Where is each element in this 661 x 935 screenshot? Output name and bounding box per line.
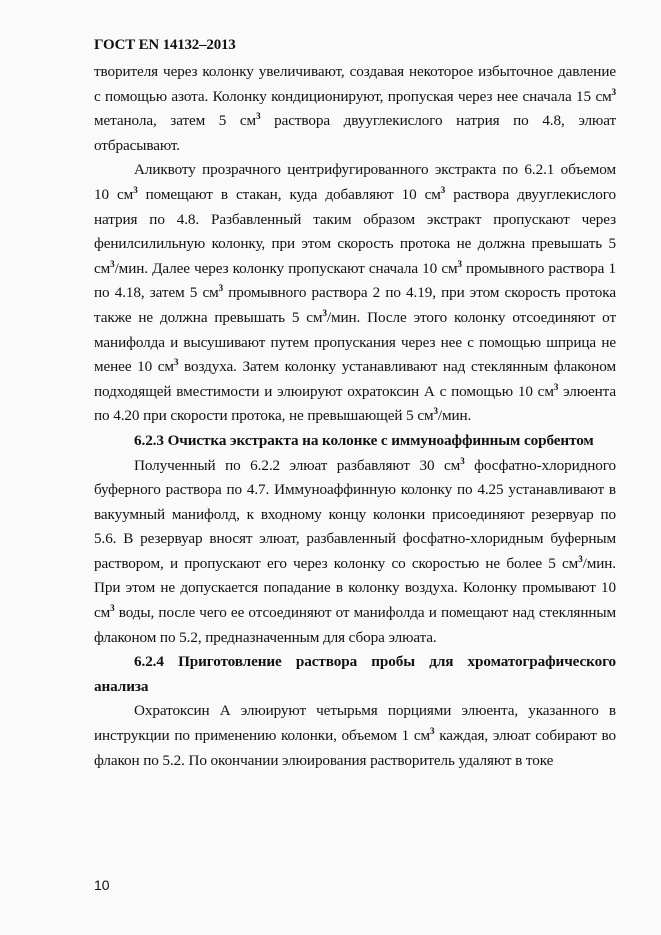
page-number: 10 xyxy=(94,877,110,893)
paragraph-aliquot xyxy=(94,158,616,429)
superscript: 3 xyxy=(440,184,446,195)
text-segment: раствора двууглекислого натрия по 4.8, элюат отбрасывают. xyxy=(94,112,616,154)
superscript: 3 xyxy=(611,86,616,97)
text-segment: воды, после чего ее отсоединяют от манифолда и помещают над стеклянным флаконом по 5.2, предназначенным для сбора элюата. xyxy=(94,604,616,646)
superscript: 3 xyxy=(460,455,465,466)
text-segment: Полученный по 6.2.2 элюат разбавляют 30 см xyxy=(134,456,461,474)
standard-header: ГОСТ EN 14132–2013 xyxy=(94,37,236,53)
text-segment: /мин. При этом не допускается попадание в колонку воздуха. Колонку промывают 10 см xyxy=(94,554,616,622)
text-segment: /мин. xyxy=(437,407,472,425)
superscript: 3 xyxy=(433,406,438,417)
superscript: 3 xyxy=(133,184,138,195)
superscript: 3 xyxy=(110,603,115,614)
superscript: 3 xyxy=(218,283,224,294)
document-page xyxy=(94,36,616,773)
superscript: 3 xyxy=(322,307,327,318)
text-segment: элюента по 4.20 при скорости протока, не превышающей 5 см xyxy=(94,382,616,425)
text-segment: Охратоксин А элюируют четырьмя порциями элюента, указанного в инструкции по применению колонки, объемом 1 см xyxy=(94,702,616,745)
superscript: 3 xyxy=(457,258,462,269)
paragraph-immunoaffinity xyxy=(94,454,616,651)
superscript: 3 xyxy=(256,111,261,122)
paragraph-elution xyxy=(94,699,616,773)
section-heading-6-2-3: 6.2.3 Очистка экстракта на колонке с иммуноаффинным сорбентом xyxy=(134,431,594,449)
paragraph-continuation xyxy=(94,60,616,158)
text-segment: раствора двууглекислого натрия по 4.8. Разбавленный таким образом экстракт пропускают через фенилсилильную колонку, при этом скорость протока не должна превышать 5 см xyxy=(94,185,616,277)
superscript: 3 xyxy=(430,726,435,737)
text-segment: воздуха. Затем колонку устанавливают над стеклянным флаконом подходящей вместимости и элюируют охратоксин А с помощью 10 см xyxy=(94,358,617,400)
text-segment: творителя через колонку увеличивают, создавая некоторое избыточное давление с помощью азота. Колонку кондиционируют, пропуская через нее сначала 15 см xyxy=(94,63,616,105)
section-heading-6-2-4: 6.2.4 Приготовление раствора пробы для хроматографического анализа xyxy=(94,653,616,695)
superscript: 3 xyxy=(553,381,559,392)
text-segment: фосфатно-хлоридного буферного раствора по 4.7. Иммуноаффинную колонку по 4.25 устанавливают в вакуумный манифолд, к входному концу колонки присоединяют резервуар по 5.6. В резервуар вносят элюат, разбавленный фосфатно-хлоридным буферным раствором, и пропускают его через колонку со скоростью не более 5 см xyxy=(94,456,616,572)
superscript: 3 xyxy=(173,357,179,368)
text-segment: Аликвоту прозрачного центрифугированного экстракта по 6.2.1 объемом 10 см xyxy=(94,161,616,203)
text-segment: метанола, затем 5 см xyxy=(94,112,257,130)
text-segment: /мин. Далее через колонку пропускают сначала 10 см xyxy=(114,259,458,277)
superscript: 3 xyxy=(110,258,115,269)
text-segment: помещают в стакан, куда добавляют 10 см xyxy=(137,185,441,203)
text-segment: /мин. После этого колонку отсоединяют от манифолда и высушивают путем пропускания через нее с помощью шприца не менее 10 см xyxy=(94,308,617,376)
text-segment: промывного раствора 1 по 4.18, затем 5 см xyxy=(94,259,616,302)
superscript: 3 xyxy=(578,553,583,564)
text-segment: каждая, элюат собирают во флакон по 5.2. По окончании элюирования растворитель удаляют в токе xyxy=(94,727,616,769)
text-segment: промывного раствора 2 по 4.19, при этом скорость протока также не должна превышать 5 см xyxy=(94,284,616,326)
